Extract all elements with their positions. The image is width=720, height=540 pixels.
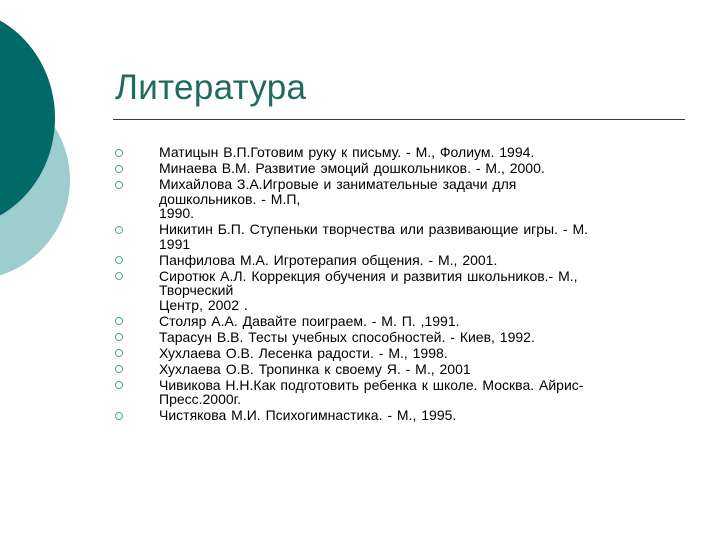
reference-text: Сиротюк А.Л. Коррекция обучения и развития школьников.- М., Творческий Центр, 2002 . bbox=[159, 267, 578, 313]
reference-text: Хухлаева О.В. Тропинка к своему Я. - М., 2001 bbox=[159, 360, 471, 377]
circle-bullet-icon bbox=[115, 181, 123, 189]
slide-title: Литература bbox=[115, 68, 307, 107]
reference-item bbox=[113, 253, 683, 268]
reference-item bbox=[113, 408, 683, 423]
reference-text: Матицын В.П.Готовим руку к письму. - М., Фолиум. 1994. bbox=[159, 144, 535, 160]
reference-text: Хухлаева О.В. Лесенка радости. - М., 1998. bbox=[159, 344, 448, 361]
reference-item bbox=[113, 222, 683, 251]
circle-bullet-icon bbox=[115, 412, 123, 420]
title-divider bbox=[113, 119, 685, 120]
reference-text: Чивикова Н.Н.Как подготовить ребенка к школе. Москва. Айрис- Пресс.2000г. bbox=[159, 376, 584, 407]
circle-bullet-icon bbox=[115, 149, 123, 157]
reference-item bbox=[113, 145, 683, 160]
reference-text: Михайлова З.А.Игровые и занимательные задачи для дошкольников. - М.П, 1990. bbox=[159, 176, 517, 221]
reference-item bbox=[113, 161, 683, 176]
circle-bullet-icon bbox=[115, 317, 123, 325]
reference-item bbox=[113, 378, 683, 407]
reference-text: Тарасун В.В. Тесты учебных способностей. - Киев, 1992. bbox=[159, 328, 535, 345]
reference-item bbox=[113, 346, 683, 361]
reference-text: Столяр А.А. Давайте поиграем. - М. П. ,1991. bbox=[159, 312, 460, 329]
reference-text: Чистякова М.И. Психогимнастика. - М., 1995. bbox=[159, 407, 457, 423]
reference-text: Минаева В.М. Развитие эмоций дошкольников. - М., 2000. bbox=[159, 160, 545, 176]
reference-item bbox=[113, 330, 683, 345]
circle-bullet-icon bbox=[115, 381, 123, 389]
reference-item bbox=[113, 362, 683, 377]
reference-item bbox=[113, 269, 683, 313]
reference-item bbox=[113, 177, 683, 221]
circle-bullet-icon bbox=[115, 272, 123, 280]
circle-bullet-icon bbox=[115, 256, 123, 264]
circle-bullet-icon bbox=[115, 349, 123, 357]
reference-list bbox=[113, 145, 683, 424]
reference-item bbox=[113, 314, 683, 329]
reference-text: Никитин Б.П. Ступеньки творчества или развивающие игры. - М. 1991 bbox=[159, 221, 588, 252]
circle-bullet-icon bbox=[115, 333, 123, 341]
circle-bullet-icon bbox=[115, 226, 123, 234]
circle-bullet-icon bbox=[115, 365, 123, 373]
circle-bullet-icon bbox=[115, 165, 123, 173]
reference-text: Панфилова М.А. Игротерапия общения. - М., 2001. bbox=[159, 251, 498, 268]
